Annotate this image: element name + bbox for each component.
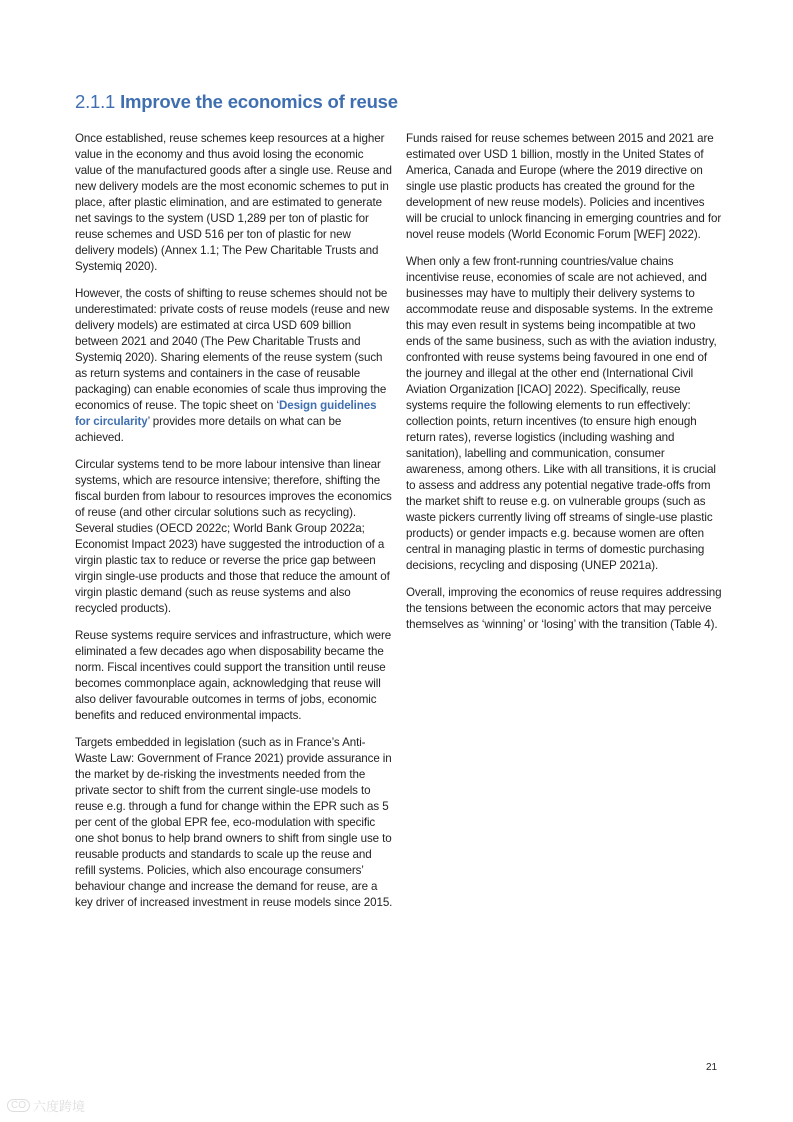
right-column [406,131,722,644]
design-guidelines-link[interactable]: Design guidelines for circularity [75,399,377,428]
paragraph: Targets embedded in legislation (such as in France’s Anti-Waste Law: Government of France 2021) provide assurance in the market by de-risking the investments needed from the private sector to shift from the current single-use models to reuse e.g. through a fund for change within the EPR such as 5 per cent of the global EPR fee, eco-modulation with specific one shot bonus to help brand owners to shift from single use to reusable products and standards to scale up the reuse and refill systems. Policies, which also encourage consumers’ behaviour change and increase the demand for reuse, are a key driver of increased investment in reuse models since 2015. [75,736,393,909]
section-title: Improve the economics of reuse [120,91,398,112]
paragraph: Overall, improving the economics of reuse requires addressing the tensions between the economic actors that may perceive themselves as ‘winning’ or ‘losing’ with the transition (Table 4). [406,586,722,631]
left-column [75,131,393,922]
section-heading [75,90,398,114]
paragraph-text: ’ provides more details on what can be achieved. [75,415,342,444]
paragraph: Reuse systems require services and infrastructure, which were eliminated a few decades ago when disposability became the norm. Fiscal incentives could support the transition until reuse becomes commonplace again, acknowledging that reuse will also deliver favourable outcomes in terms of jobs, economic benefits and reduced environmental impacts. [75,629,392,722]
watermark-logo-icon: CO [7,1099,30,1112]
paragraph: Circular systems tend to be more labour intensive than linear systems, which are resource intensive; therefore, shifting the fiscal burden from labour to resources improves the economics of reuse (and other circular solutions such as recycling). Several studies (OECD 2022c; World Bank Group 2022a; Economist Impact 2023) have suggested the introduction of a virgin plastic tax to reduce or reverse the price gap between virgin single-use products and those that reduce the amount of virgin plastic demand (such as reuse systems and also recycled products). [75,458,392,615]
watermark [7,1096,85,1115]
watermark-text: 六度跨境 [33,1099,86,1114]
page-number: 21 [706,1062,718,1073]
paragraph: Funds raised for reuse schemes between 2015 and 2021 are estimated over USD 1 billion, mostly in the United States of America, Canada and Europe (where the 2019 directive on single use plastic products has created the ground for the development of new reuse models). Policies and incentives will be crucial to unlock financing in emerging countries and for novel reuse models (World Economic Forum [WEF] 2022). [406,132,722,241]
paragraph [75,286,393,446]
paragraph: When only a few front-running countries/value chains incentivise reuse, economies of scale are not achieved, and businesses may have to multiply their delivery systems to accommodate reuse and disposable systems. In the extreme this may even result in systems being incompatible at two ends of the same business, such as with the aviation industry, confronted with reuse systems being favoured in one end of the journey and illegal at the other end (International Civil Aviation Organization [ICAO] 2022). Specifically, reuse systems require the following elements to run effectively: collection points, return incentives (to ensure high enough return rates), reverse logistics (including washing and sanitation), labelling and communication, consumer awareness, among others. Like with all transitions, it is crucial to assess and address any potential negative trade-offs from the market shift to reuse e.g. on vulnerable groups (such as waste pickers currently living off streams of single-use plastic products) or gender impacts e.g. because women are often central in managing plastic in terms of domestic purchasing decisions, recycling and disposing (UNEP 2021a). [406,255,717,572]
paragraph-text: However, the costs of shifting to reuse schemes should not be underestimated: private costs of reuse models (reuse and new delivery models) are estimated at circa USD 609 billion between 2021 and 2040 (The Pew Charitable Trusts and Systemiq 2020). Sharing elements of the reuse system (such as return systems and containers in the case of reusable packaging) can enable economies of scale thus improving the economics of reuse. The topic sheet on ‘ [75,287,390,412]
section-number: 2.1.1 [75,91,116,112]
paragraph: Once established, reuse schemes keep resources at a higher value in the economy and thus avoid losing the economic value of the manufactured goods after a single use. Reuse and new delivery models are the most economic schemes to put in place, after plastic elimination, and are estimated to generate net savings to the system (USD 1,289 per ton of plastic for reuse schemes and USD 516 per ton of plastic for new delivery models) (Annex 1.1; The Pew Charitable Trusts and Systemiq 2020). [75,132,392,273]
